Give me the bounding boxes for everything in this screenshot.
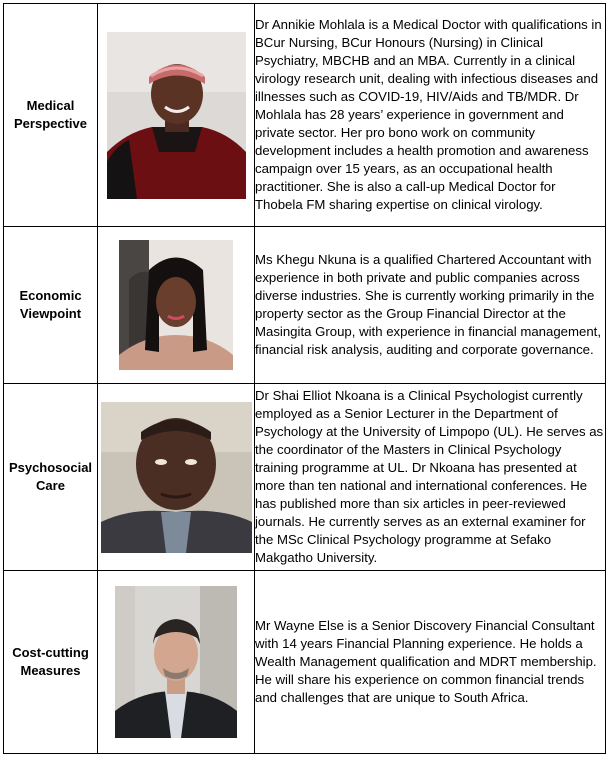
table-row — [4, 571, 606, 754]
table-row — [4, 384, 606, 571]
portrait-photo — [119, 240, 233, 370]
portrait-photo — [115, 586, 237, 738]
photo-cell — [98, 384, 255, 571]
topic-label: Psychosocial Care — [4, 384, 98, 571]
portrait-photo — [101, 402, 252, 553]
table-row — [4, 4, 606, 227]
portrait-photo — [107, 32, 246, 199]
table-row — [4, 227, 606, 384]
bio-text: Dr Annikie Mohlala is a Medical Doctor with qualifications in BCur Nursing, BCur Honours (Nursing) in Clinical Psychiatry, MBCHB and an MBA. Currently in a clinical virology research unit, dealing with infectious diseases and illnesses such as COVID-19, HIV/Aids and TB/MDR. Dr Mohlala has 28 years’ experience in government and private sector. Her pro bono work on community development includes a health promotion and awareness campaign over 15 years, as an occupational health practitioner. She is also a call-up Medical Doctor for Thobela FM sharing expertise on clinical virology. — [255, 4, 606, 227]
photo-cell — [98, 227, 255, 384]
photo-cell — [98, 571, 255, 754]
speaker-table — [3, 3, 606, 754]
topic-label: Cost-cutting Measures — [4, 571, 98, 754]
topic-label: Economic Viewpoint — [4, 227, 98, 384]
bio-text: Ms Khegu Nkuna is a qualified Chartered Accountant with experience in both private and public companies across diverse industries. She is currently working primarily in the property sector as the Group Financial Director at the Masingita Group, with experience in financial management, financial risk analysis, auditing and corporate governance. — [255, 227, 606, 384]
topic-label: Medical Perspective — [4, 4, 98, 227]
bio-text: Dr Shai Elliot Nkoana is a Clinical Psychologist currently employed as a Senior Lecturer in the Department of Psychology at the University of Limpopo (UL). He serves as the coordinator of the Masters in Clinical Psychology training programme at UL. Dr Nkoana has presented at more than ten national and international conferences. He has published more than six articles in peer-reviewed journals. He currently serves as an external examiner for the MSc Clinical Psychology programme at Sefako Makgatho University. — [255, 384, 606, 571]
bio-text: Mr Wayne Else is a Senior Discovery Financial Consultant with 14 years Financial Planning experience. He holds a Wealth Management qualification and MDRT membership. He will share his experience on common financial trends and challenges that are unique to South Africa. — [255, 571, 606, 754]
photo-cell — [98, 4, 255, 227]
